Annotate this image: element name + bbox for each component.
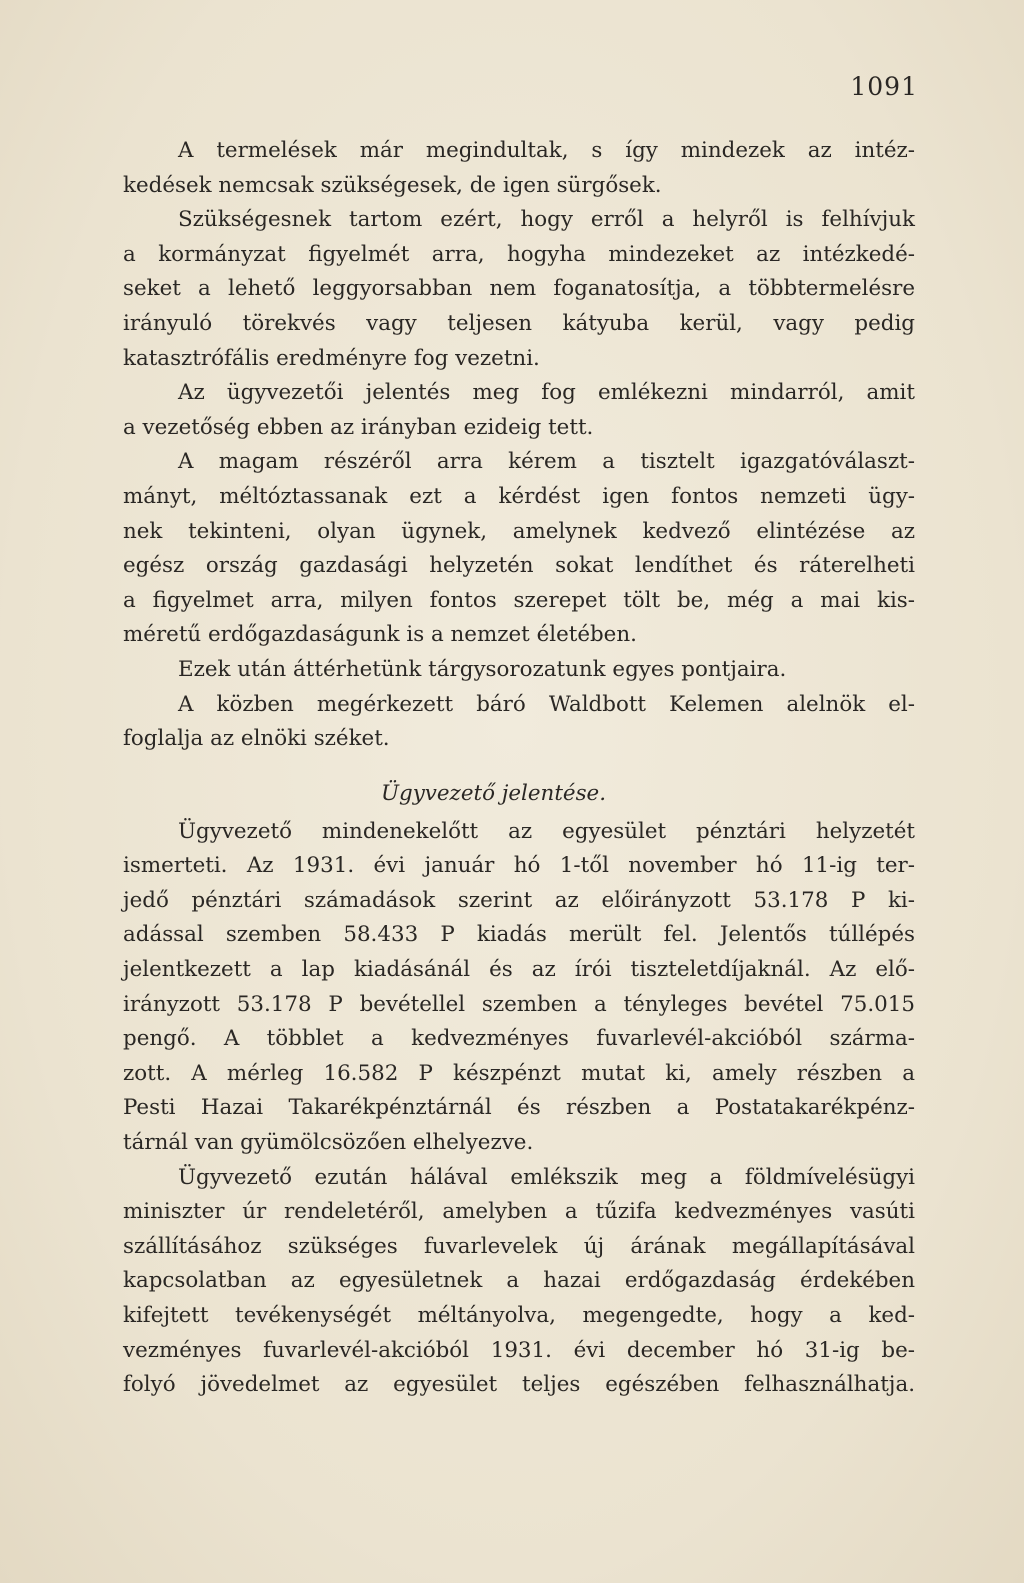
text-line: A magam részéről arra kérem a tisztelt igazgatóválaszt- xyxy=(178,449,915,475)
text-line: a kormányzat figyelmét arra, hogyha mindezeket az intézkedé- xyxy=(123,241,915,267)
text-line: méretű erdőgazdaságunk is a nemzet életében. xyxy=(123,622,637,648)
text-line: A termelések már megindultak, s így mindezek az intéz- xyxy=(178,138,915,163)
text-line: nek tekinteni, olyan ügynek, amelynek kedvező elintézése az xyxy=(123,518,915,544)
text-line: Ügyvezető ezután hálával emlékszik meg a földmívelésügyi xyxy=(178,1164,915,1190)
text-line: foglalja az elnöki széket. xyxy=(123,726,390,752)
text-line: jedő pénztári számadások szerint az előirányzott 53.178 P ki- xyxy=(123,887,915,913)
text-line: kifejtett tevékenységét méltányolva, megengedte, hogy a ked- xyxy=(123,1303,915,1328)
text-line: Az ügyvezetői jelentés meg fog emlékezni mindarról, amit xyxy=(178,380,915,406)
page-number: 1091 xyxy=(850,72,918,101)
text-line: Szükségesnek tartom ezért, hogy erről a helyről is felhívjuk xyxy=(178,207,915,233)
text-line: kapcsolatban az egyesületnek a hazai erdőgazdaság érdekében xyxy=(123,1268,915,1294)
text-line: egész ország gazdasági helyzetén sokat lendíthet és ráterelheti xyxy=(123,553,915,579)
text-line: a vezetőség ebben az irányban ezideig tett. xyxy=(123,414,594,440)
text-line: Pesti Hazai Takarékpénztárnál és részben a Postatakarékpénz- xyxy=(123,1095,915,1121)
text-line: seket a lehető leggyorsabban nem foganatosítja, a többtermelésre xyxy=(123,276,915,302)
section-heading: Ügyvezető jelentése. xyxy=(381,780,607,806)
text-line: a figyelmet arra, milyen fontos szerepet tölt be, még a mai kis- xyxy=(123,587,915,613)
text-line: jelentkezett a lap kiadásánál és az írói tiszteletdíjaknál. Az elő- xyxy=(123,957,915,983)
text-line: katasztrófális eredményre fog vezetni. xyxy=(123,345,540,371)
text-line: folyó jövedelmet az egyesület teljes egészében felhasználhatja. xyxy=(123,1372,915,1398)
text-line: mányt, méltóztassanak ezt a kérdést igen fontos nemzeti ügy- xyxy=(123,483,915,509)
text-line: Ügyvezető mindenekelőtt az egyesület pénztári helyzetét xyxy=(178,818,915,844)
text-line: zott. A mérleg 16.582 P készpénzt mutat ki, amely részben a xyxy=(123,1060,915,1086)
body-text xyxy=(123,134,915,1403)
text-line: pengő. A többlet a kedvezményes fuvarlevél-akcióból szárma- xyxy=(123,1026,915,1052)
text-line: Ezek után áttérhetünk tárgysorozatunk egyes pontjaira. xyxy=(178,656,787,682)
text-line: vezményes fuvarlevél-akcióból 1931. évi december hó 31-ig be- xyxy=(123,1337,915,1363)
text-line: irányzott 53.178 P bevétellel szemben a tényleges bevétel 75.015 xyxy=(123,991,915,1017)
text-line: miniszter úr rendeletéről, amelyben a tűzifa kedvezményes vasúti xyxy=(123,1199,915,1225)
text-line: kedések nemcsak szükségesek, de igen sürgősek. xyxy=(123,172,662,198)
text-line: adással szemben 58.433 P kiadás merült fel. Jelentős túllépés xyxy=(123,922,915,948)
text-line: tárnál van gyümölcsözően elhelyezve. xyxy=(123,1130,534,1156)
text-line: irányuló törekvés vagy teljesen kátyuba kerül, vagy pedig xyxy=(123,310,915,336)
text-line: szállításához szükséges fuvarlevelek új árának megállapításával xyxy=(123,1233,915,1259)
text-line: A közben megérkezett báró Waldbott Kelemen alelnök el- xyxy=(178,691,915,717)
text-line: ismerteti. Az 1931. évi január hó 1-től november hó 11-ig ter- xyxy=(123,853,915,879)
